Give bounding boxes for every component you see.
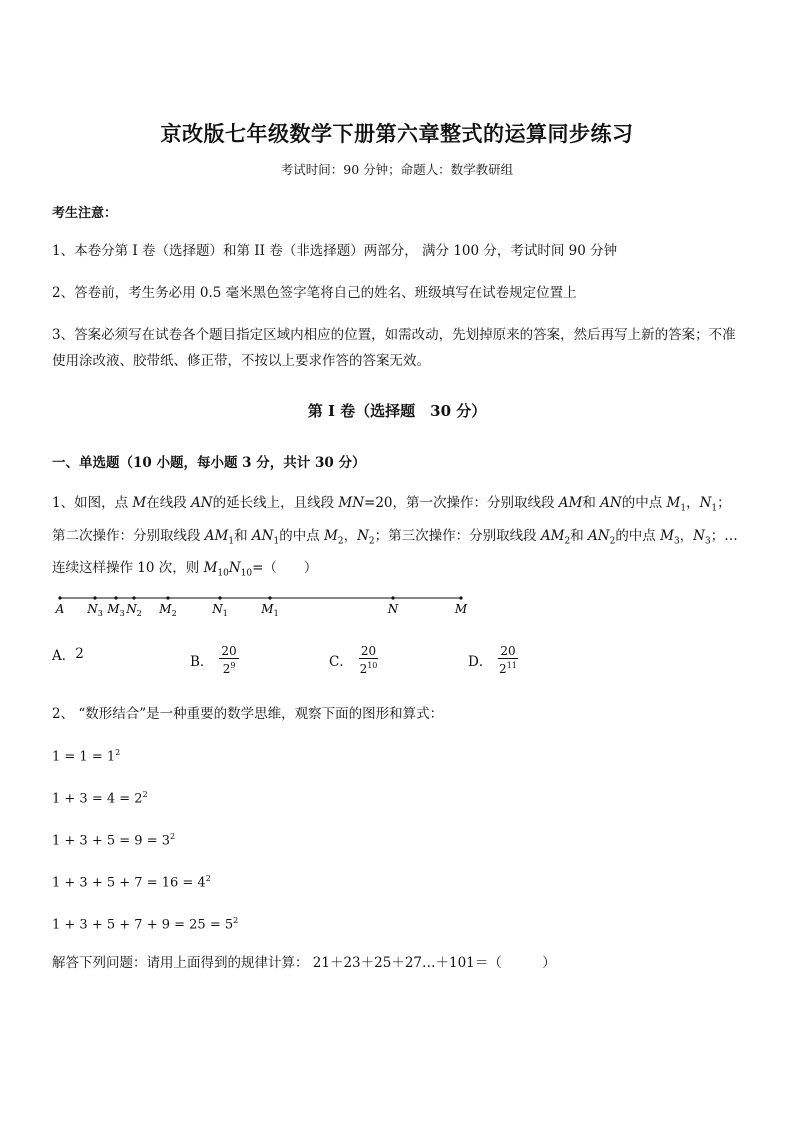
notice-item-2: 2、答卷前，考生务必用 0.5 毫米黑色签字笔将自己的姓名、班级填写在试卷规定位置上 xyxy=(52,285,577,301)
point-m1 xyxy=(268,596,271,599)
segment-figure xyxy=(50,590,480,624)
notice-heading: 考生注意： xyxy=(52,206,118,221)
option-d-label: D． xyxy=(468,654,493,670)
equation-1: $1 = 1 = 1^2$ xyxy=(52,748,121,765)
group-heading: 一、单选题（10 小题，每小题 3 分，共计 30 分） xyxy=(52,455,366,471)
point-n2 xyxy=(132,596,135,599)
point-label-m1: $M_1$ xyxy=(261,602,279,618)
point-label-n: N xyxy=(387,602,399,616)
equation-4: $1 + 3 + 5 + 7 = 16 = 4^2$ xyxy=(52,874,211,891)
point-n3 xyxy=(93,596,96,599)
option-c-label: C． xyxy=(329,654,353,670)
page-subtitle: 考试时间：90 分钟；命题人：数学教研组 xyxy=(280,162,514,177)
q1-option-d[interactable] xyxy=(468,644,518,676)
option-b-label: B． xyxy=(190,654,214,670)
point-m xyxy=(459,596,462,599)
question-1-text: 1、如图，点 M在线段 AN的延长线上，且线段 MN=20，第一次操作：分别取线段 AM和 AN的中点 $M_1$，$N_1$；第二次操作：分别取线段 $AM_1$和 $AN_1$的中点 $M_2$，$N_2$；第三次操作：分别取线段 $AM_2$和 $AN_2$的中点 $M_3$，$N_3$；…连续这样操作 10 次，则 $M_{10}N_{10}=$（ ） xyxy=(52,495,738,580)
option-a-label: A． xyxy=(52,648,76,664)
point-n xyxy=(391,596,394,599)
point-label-m2: $M_2$ xyxy=(159,602,177,618)
equation-2: $1 + 3 = 4 = 2^2$ xyxy=(52,790,148,807)
question-2-intro: 2、 “数形结合”是一种重要的数学思维，观察下面的图形和算式： xyxy=(52,706,444,722)
option-c-fraction: $\frac{20}{2^{10}}$ xyxy=(359,644,378,676)
point-label-a: A xyxy=(55,602,65,616)
option-d-fraction: $\frac{20}{2^{11}}$ xyxy=(499,644,517,676)
point-label-m3: $M_3$ xyxy=(107,602,125,618)
option-b-fraction: $\frac{20}{2^9}$ xyxy=(221,644,237,676)
point-label-n1: $N_1$ xyxy=(212,602,228,618)
notice-item-1: 1、本卷分第 I 卷（选择题）和第 II 卷（非选择题）两部分， 满分 100 分，考试时间 90 分钟 xyxy=(52,243,618,259)
equation-5: $1 + 3 + 5 + 7 + 9 = 25 = 5^2$ xyxy=(52,916,239,933)
option-a-value: 2 xyxy=(75,646,84,662)
point-label-n3: $N_3$ xyxy=(87,602,103,618)
point-n1 xyxy=(218,596,221,599)
q1-option-a[interactable] xyxy=(52,644,84,664)
notice-item-3: 3、答案必须写在试卷各个题目指定区域内相应的位置，如需改动，先划掉原来的答案，然后再写上新的答案；不准使用涂改液、胶带纸、修正带，不按以上要求作答的答案无效。 xyxy=(52,327,736,369)
equation-3: $1 + 3 + 5 = 9 = 3^2$ xyxy=(52,832,176,849)
question-2-prompt: 解答下列问题：请用上面得到的规律计算： 21＋23＋25＋27…＋101＝（ ） xyxy=(52,955,556,971)
point-label-m: M xyxy=(454,602,468,616)
q1-option-b[interactable] xyxy=(190,644,239,676)
page-title: 京改版七年级数学下册第六章整式的运算同步练习 xyxy=(160,121,634,146)
q1-option-c[interactable] xyxy=(329,644,378,676)
point-m2 xyxy=(166,596,169,599)
point-a xyxy=(58,596,61,599)
section-title: 第 I 卷（选择题 30 分） xyxy=(307,402,487,420)
point-label-n2: $N_2$ xyxy=(126,602,142,618)
point-m3 xyxy=(114,596,117,599)
segment-points xyxy=(55,596,468,618)
